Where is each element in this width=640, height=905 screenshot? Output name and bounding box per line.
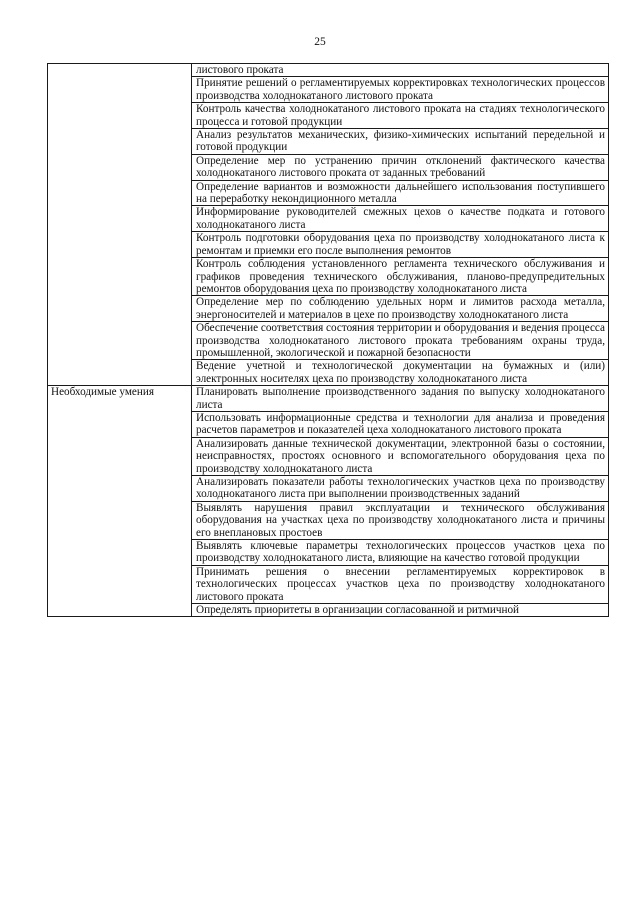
table-row [48, 386, 609, 412]
table-cell: Контроль подготовки оборудования цеха по производству холоднокатаного листа к ремонтам и приемки его после выполнения ремонтов [192, 232, 609, 258]
page-number: 25 [314, 36, 326, 48]
competency-table [47, 63, 609, 617]
table-cell: Ведение учетной и технологической документации на бумажных и (или) электронных носителях цеха по производству холоднокатаного листа [192, 360, 609, 386]
table-cell: Контроль соблюдения установленного регламента технического обслуживания и графиков проведения технического обслуживания, планово-предупредительных ремонтов оборудования цеха по производству холоднокатаного листа [192, 258, 609, 296]
table-cell: Определение мер по соблюдению удельных норм и лимитов расхода металла, энергоносителей и материалов в цехе по производству холоднокатаного листа [192, 296, 609, 322]
table-cell: Принятие решений о регламентируемых корректировках технологических процессов производства холоднокатаного листового проката [192, 77, 609, 103]
table-cell: Контроль качества холоднокатаного листового проката на стадиях технологического процесса и готовой продукции [192, 103, 609, 129]
table-row [48, 64, 609, 77]
table-cell: Принимать решения о внесении регламентируемых корректировок в технологических процессах участков цеха по производству холоднокатаного листового проката [192, 565, 609, 603]
table-cell: Выявлять ключевые параметры технологических процессов участков цеха по производству холоднокатаного листа, влияющие на качество готовой продукции [192, 540, 609, 566]
section-label: Необходимые умения [48, 386, 192, 617]
table-cell: Анализировать показатели работы технологических участков цеха по производству холоднокатаного листа при выполнении производственных заданий [192, 476, 609, 502]
table-cell: Определять приоритеты в организации согласованной и ритмичной [192, 604, 609, 617]
table-cell: Анализ результатов механических, физико-химических испытаний передельной и готовой продукции [192, 129, 609, 155]
table-cell: Выявлять нарушения правил эксплуатации и технического обслуживания оборудования на участках цеха по производству холоднокатаного листа и причины его внеплановых простоев [192, 501, 609, 539]
table-cell: Информирование руководителей смежных цехов о качестве подката и готового холоднокатаного листа [192, 206, 609, 232]
table-cell: Планировать выполнение производственного задания по выпуску холоднокатаного листа [192, 386, 609, 412]
table-cell: листового проката [192, 64, 609, 77]
table-cell: Определение мер по устранению причин отклонений фактического качества холоднокатаного листового проката от заданных требований [192, 154, 609, 180]
section-label [48, 64, 192, 386]
table-cell: Использовать информационные средства и технологии для анализа и проведения расчетов параметров и показателей цеха холоднокатаного листового проката [192, 411, 609, 437]
table-cell: Определение вариантов и возможности дальнейшего использования поступившего на переработку некондиционного металла [192, 180, 609, 206]
table-cell: Анализировать данные технической документации, электронной базы о состоянии, неисправностях, простоях основного и вспомогательного оборудования цеха по производству холоднокатаного листа [192, 437, 609, 475]
table-cell: Обеспечение соответствия состояния территории и оборудования и ведения процесса производства холоднокатаного листового проката требованиям охраны труда, промышленной, экологической и пожарной безопасности [192, 322, 609, 360]
